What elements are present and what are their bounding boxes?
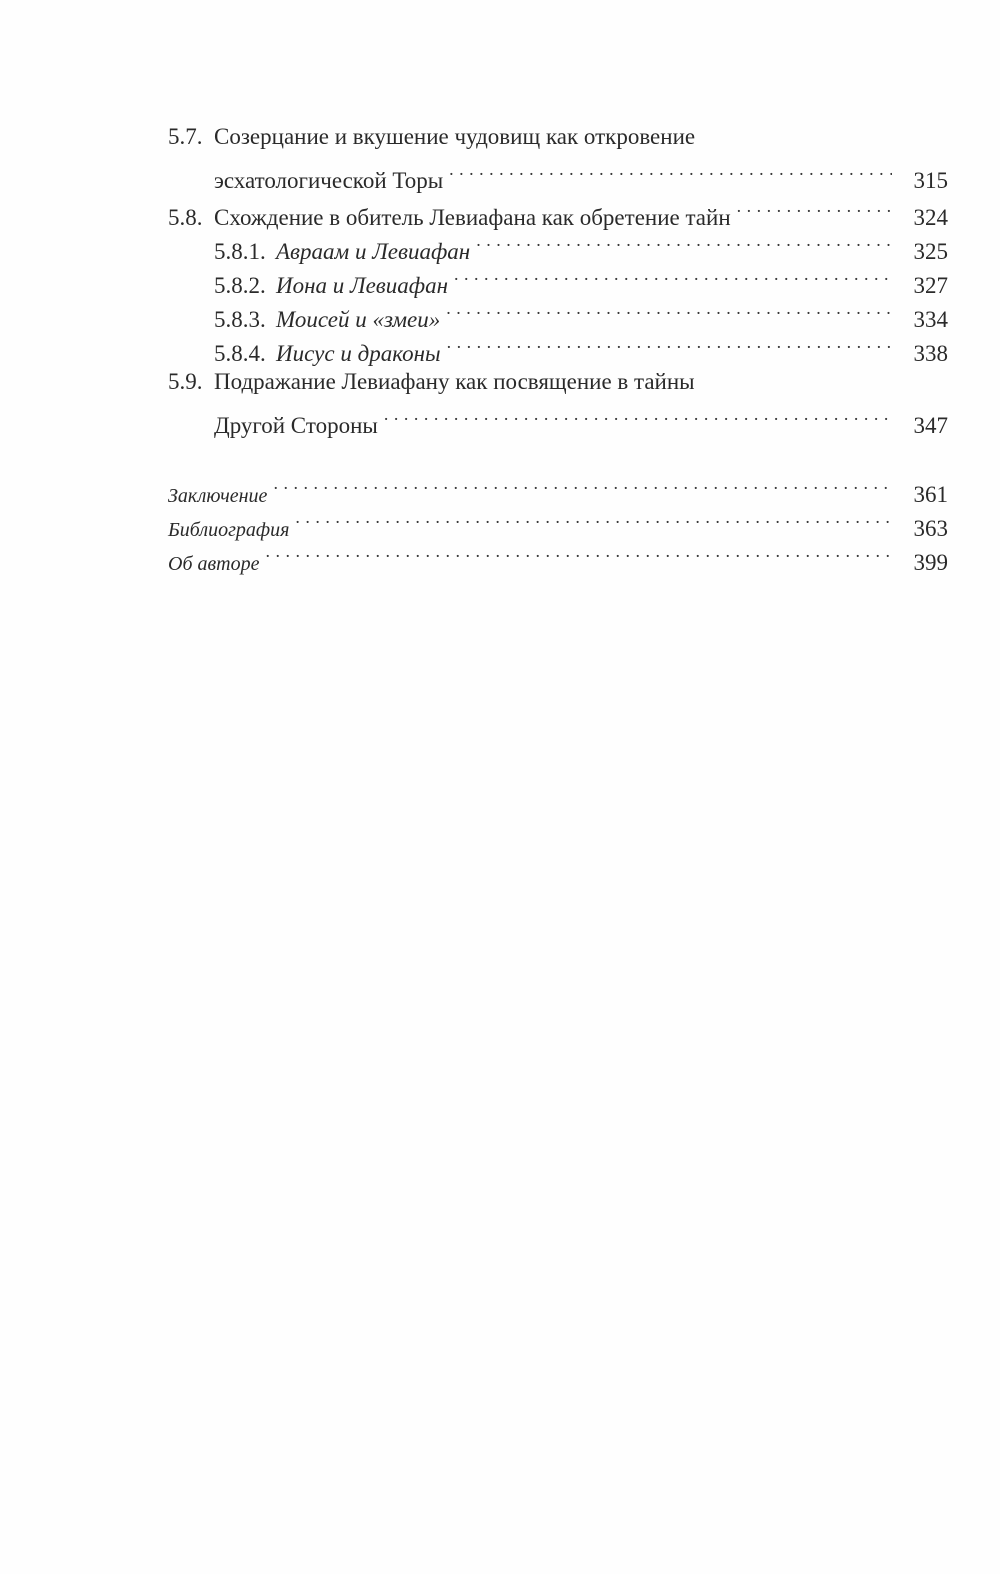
dot-leader	[449, 158, 892, 188]
toc-entry-number: 5.8.1.	[214, 239, 266, 264]
toc-entry-page: 338	[913, 341, 948, 366]
toc-entry-number: 5.8.	[168, 205, 203, 230]
toc-entry-title: Иона и Левиафан	[276, 273, 449, 298]
toc-entry-5-7-line2	[214, 158, 948, 196]
dot-leader	[454, 263, 892, 293]
toc-entry-page: 327	[913, 273, 948, 298]
toc-entry-5-7-line1	[168, 122, 948, 152]
toc-entry-page: 399	[913, 550, 948, 575]
toc-entry-page: 361	[913, 482, 948, 507]
toc-entry-title: Моисей и «змеи»	[276, 307, 441, 332]
toc-entry-5-9-line1	[168, 367, 948, 397]
toc-entry-title: Созерцание и вкушение чудовищ как откровение	[214, 124, 696, 149]
toc-entry-page: 347	[913, 413, 948, 438]
dot-leader	[273, 472, 892, 502]
dot-leader	[447, 331, 892, 361]
toc-entry-5-8-2	[214, 263, 948, 301]
toc-entry-number: 5.8.4.	[214, 341, 266, 366]
toc-entry-5-9-line2	[214, 403, 948, 441]
toc-entry-title: Об авторе	[168, 553, 260, 575]
toc-entry-page: 363	[913, 516, 948, 541]
toc-entry-title: Иисус и драконы	[276, 341, 441, 366]
toc-entry-page: 315	[913, 168, 948, 193]
toc-entry-page: 324	[913, 205, 948, 230]
toc-entry-5-8-3	[214, 297, 948, 335]
toc-entry-title: Библиография	[168, 519, 290, 541]
toc-entry-title: Подражание Левиафану как посвящение в тайны	[214, 369, 695, 394]
dot-leader	[295, 506, 892, 536]
toc-entry-number: 5.9.	[168, 369, 203, 394]
toc-entry-number: 5.8.2.	[214, 273, 266, 298]
toc-entry-page: 325	[913, 239, 948, 264]
toc-entry-5-8	[168, 195, 948, 233]
toc-entry-title-continued: Другой Стороны	[214, 413, 378, 438]
toc-entry-number: 5.7.	[168, 124, 203, 149]
dot-leader	[446, 297, 892, 327]
toc-entry-title-continued: эсхатологической Торы	[214, 168, 444, 193]
toc-entry-page: 334	[913, 307, 948, 332]
dot-leader	[266, 540, 892, 570]
toc-entry-number: 5.8.3.	[214, 307, 266, 332]
toc-entry-5-8-4	[214, 331, 948, 369]
toc-entry-title: Заключение	[168, 485, 268, 507]
dot-leader	[476, 229, 892, 259]
toc-entry-about-author	[168, 540, 948, 579]
dot-leader	[384, 403, 892, 433]
toc-entry-title: Авраам и Левиафан	[276, 239, 471, 264]
toc-entry-title: Схождение в обитель Левиафана как обретение тайн	[214, 205, 731, 230]
dot-leader	[737, 195, 892, 225]
toc-entry-5-8-1	[214, 229, 948, 267]
